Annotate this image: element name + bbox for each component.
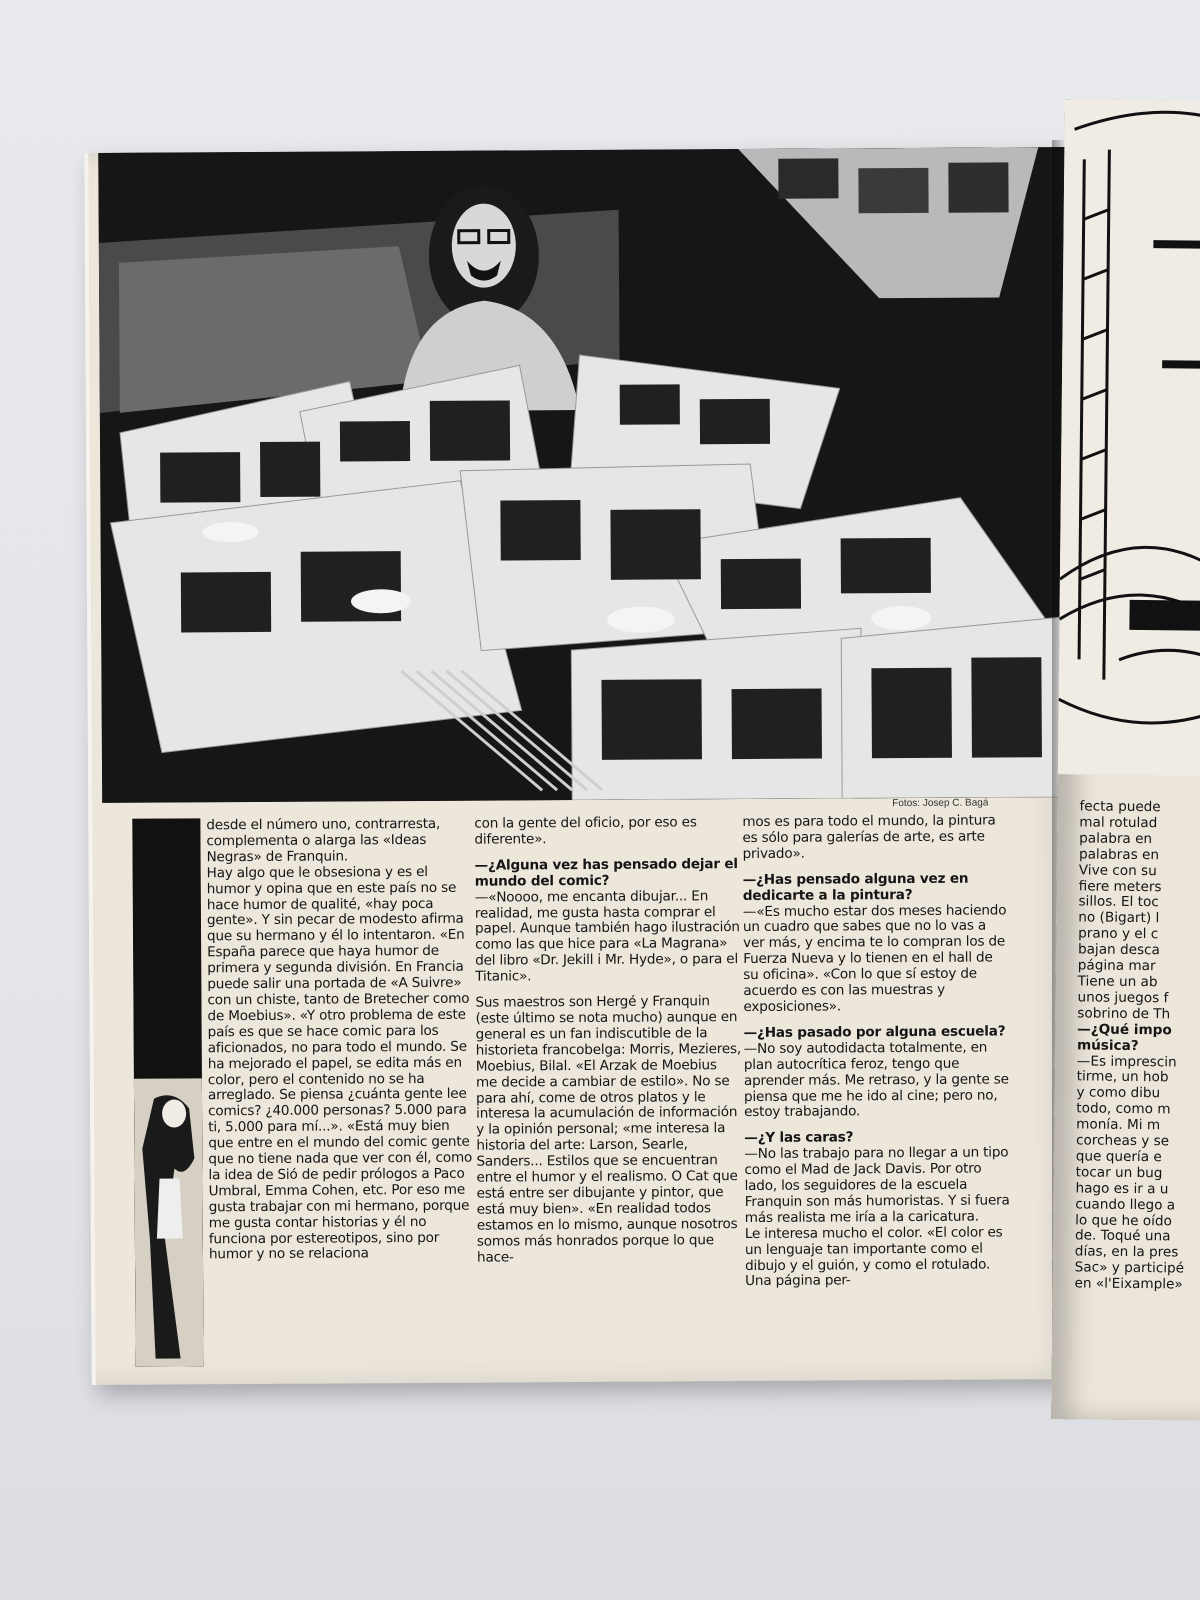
right-page-line: música?: [1076, 1036, 1139, 1054]
right-page-line: prano y el c: [1078, 925, 1159, 943]
right-page-line: en «l'Eixample»: [1074, 1275, 1183, 1293]
artist-at-desk-illustration: [98, 147, 1072, 803]
right-page-line: palabras en: [1078, 846, 1160, 863]
photo-credit: Fotos: Josep C. Bagá: [892, 797, 989, 810]
right-page-line: días, en la pres: [1074, 1243, 1179, 1261]
right-page-line: fecta puede: [1079, 798, 1161, 816]
right-page-line: no (Bigart) l: [1078, 909, 1160, 927]
right-page-line: unos juegos f: [1077, 989, 1169, 1007]
right-page-line: sobrino de Th: [1077, 1005, 1171, 1023]
paragraph: con la gente del oficio, por eso es diferente».: [474, 814, 697, 848]
text-column-2: [474, 815, 743, 1266]
paragraph: desde el número uno, contrarresta, complementa o alarga las «Ideas Negras» de Franquin.: [206, 815, 441, 866]
right-page-line: bajan desca: [1077, 941, 1160, 959]
industrial-structure-drawing: [1058, 99, 1200, 776]
artist-photo: [98, 147, 1072, 803]
right-page-line: Sac» y participé: [1074, 1259, 1185, 1277]
right-page-line: página mar: [1077, 957, 1156, 975]
right-page-line: que quería e: [1075, 1148, 1162, 1166]
right-page-line: palabra en: [1079, 830, 1153, 847]
magazine-page-left: [84, 147, 1081, 1385]
right-page-line: tocar un bug: [1075, 1164, 1163, 1182]
right-page-line: fiere meters: [1078, 877, 1162, 895]
side-illustration-strip: [132, 818, 203, 1366]
interview-question: —¿Has pasado por alguna escuela?: [743, 1023, 1006, 1041]
right-page-line: hago es ir a u: [1075, 1180, 1169, 1198]
right-page-line: todo, como m: [1076, 1100, 1171, 1118]
right-page-line: de. Toqué una: [1074, 1227, 1171, 1245]
right-page-line: Tiene un ab: [1077, 973, 1158, 991]
right-page-line: —Es imprescin: [1076, 1052, 1177, 1070]
paragraph: Sus maestros son Hergé y Franquin (este último se nota mucho) aunque en general es un fan indiscutible de la historieta francobelga: Morris, Mezieres, Moebius, Bilal. «El Arzak de Moebius me decide a cambiar de estilo». No se para ahí, come de otros platos y le interesa la acumulación de información y la opinión personal; «me interesa la historia del arte: Larson, Searle, Sanders... Estilos que se encuentran entre el humor y el realismo. O Cat que está entre ser dibujante y pintor, que está muy bien». «En realidad todos estamos en lo mismo, aunque nosotros somos más honrados porque lo que hace-: [475, 993, 742, 1266]
paragraph: mos es para todo el mundo, la pintura es sólo para galerías de arte, es arte privado».: [742, 812, 996, 862]
right-page-line: —¿Qué impo: [1077, 1021, 1172, 1039]
paragraph: —«Es mucho estar dos meses haciendo un cuadro que sabes que no lo vas a ver más, y encima te lo compran los de Fuerza Nueva y lo tienen en el hall de su oficina». «Con lo que sí estoy de acuerdo es con las muestras y exposiciones».: [742, 901, 1007, 1015]
paragraph: —«Noooo, me encanta dibujar... En realidad, me gusta hasta comprar el papel. Aunque también hago ilustración como las que hice para «La Magrana» del libro «Dr. Jekill i Mr. Hyde», o para el Titanic».: [474, 887, 740, 985]
paragraph: —No las trabajo para no llegar a un tipo como el Mad de Jack Davis. Por otro lado, los seguidores de la escuela Franquin son más humoristas. Y si fuera más realista me iría a la caricatura.: [744, 1144, 1010, 1226]
right-page-line: tirme, un hob: [1076, 1068, 1169, 1086]
right-page-line: corcheas y se: [1075, 1132, 1170, 1150]
paragraph: Hay algo que le obsesiona y es el humor y opina que en este país no se hace humor de qualité, «hay poca gente». Y sin pecar de modesto afirma que su hermano y él lo intentaron. «En España parece que haya humor de primera y segunda división. En Francia puede salir una portada de «A Suivre» con un chiste, tanto de Bretecher como de Moebius». «Y otro problema de este país es que se hace comic para los aficionados, no para todo el mundo. Se ha mejorado el papel, se edita más en color, pero el contenido no se ha arreglado. Se piensa ¿cuánta gente lee comics? ¿40.000 personas? 5.000 para ti, 5.000 para mí...». «Está muy bien que entre en el mundo del comic gente que no tiene nada que ver con él, como la idea de Sió de pedir prólogos a Paco Umbral, Emma Cohen, etc. Por eso me gusta trabajar con mi hermano, porque me gusta contar historias y él no funciona por estereotipos, sino por humor y no se relaciona: [206, 863, 473, 1263]
right-page-text-column: [1074, 799, 1200, 1294]
right-page-line: lo que he oído: [1075, 1211, 1172, 1229]
magazine-page-right: [1051, 99, 1200, 1421]
right-page-line: sillos. El toc: [1078, 893, 1159, 911]
interview-question: —¿Alguna vez has pensado dejar el mundo del comic?: [474, 855, 738, 890]
right-page-line: cuando llego a: [1075, 1196, 1176, 1214]
right-page-illustration: [1058, 99, 1200, 776]
text-column-1: [206, 817, 475, 1264]
woman-figure-illustration: [132, 818, 203, 1366]
text-column-3: [742, 813, 1011, 1290]
right-page-line: y como dibu: [1076, 1084, 1161, 1102]
paragraph: Le interesa mucho el color. «El color es un lenguaje tan importante como el dibujo y el guión, y como el rotulado. Una página per-: [744, 1224, 1003, 1290]
right-page-line: monía. Mi m: [1076, 1116, 1161, 1134]
interview-question: —¿Y las caras?: [744, 1129, 854, 1147]
paragraph: —No soy autodidacta totalmente, en plan autocrítica feroz, tengo que aprender más. Me retraso, y la gente se piensa que me he ido al cine; pero no, estoy trabajando.: [743, 1039, 1009, 1121]
interview-question: —¿Has pensado alguna vez en dedicarte a la pintura?: [742, 870, 969, 904]
right-page-line: Vive con su: [1078, 862, 1157, 879]
right-page-line: mal rotulad: [1079, 814, 1158, 832]
